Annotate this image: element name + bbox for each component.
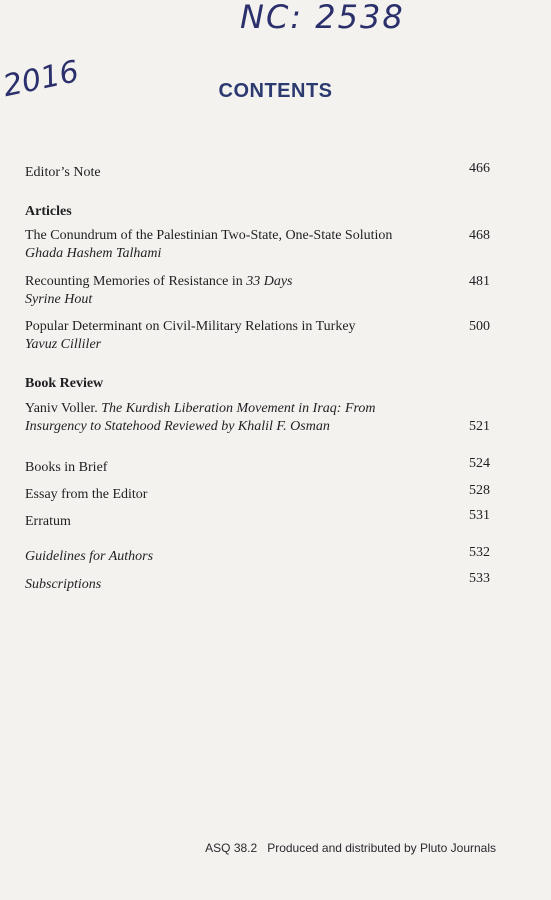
handwritten-catalog-number: NC: 2538: [240, 0, 405, 36]
handwritten-year: 2016: [0, 54, 82, 105]
toc-entry-books-in-brief[interactable]: [25, 456, 490, 477]
toc-entry-article-3[interactable]: [25, 318, 490, 354]
toc-entry-page: 521: [469, 419, 490, 434]
toc-entry-title: Essay from the Editor: [25, 487, 148, 502]
publisher-credit: Produced and distributed by Pluto Journals: [267, 841, 496, 855]
toc-entry-title: Books in Brief: [25, 460, 108, 475]
toc-entry-page: 500: [469, 319, 490, 334]
toc-entry-erratum[interactable]: [25, 508, 490, 531]
toc-entry-title: Yaniv Voller. The Kurdish Liberation Movement in Iraq: From: [25, 401, 376, 416]
toc-entry-page: 466: [469, 161, 490, 176]
toc-entry-essay[interactable]: [25, 483, 490, 504]
toc-entry-subscriptions[interactable]: [25, 571, 490, 594]
section-heading-book-review: Book Review: [25, 376, 104, 391]
toc-entry-page: 481: [469, 274, 490, 289]
toc-entry-title-line-2: Insurgency to Statehood Reviewed by Khalil F. Osman: [25, 419, 330, 434]
toc-entry-title: Popular Determinant on Civil-Military Relations in Turkey: [25, 319, 356, 334]
toc-entry-page: 528: [469, 483, 490, 498]
toc-entry-page: 533: [469, 571, 490, 586]
toc-entry-author: Yavuz Cilliler: [25, 337, 102, 352]
toc-entry-title: Subscriptions: [25, 577, 102, 592]
page-footer: [0, 841, 496, 855]
toc-entry-book-review[interactable]: [25, 400, 490, 436]
page-title: CONTENTS: [218, 80, 333, 102]
toc-entry-author: Ghada Hashem Talhami: [25, 246, 162, 261]
toc-entry-page: 531: [469, 508, 490, 523]
toc-entry-page: 532: [469, 545, 490, 560]
toc-entry-page: 468: [469, 228, 490, 243]
toc-entry-article-2[interactable]: [25, 273, 490, 309]
toc-entry-title: Guidelines for Authors: [25, 549, 154, 564]
toc-entry-guidelines[interactable]: [25, 545, 490, 566]
toc-entry-editors-note[interactable]: [25, 161, 490, 182]
toc-entry-author: Syrine Hout: [25, 292, 93, 307]
toc-entry-title: Recounting Memories of Resistance in 33 Days: [25, 274, 293, 289]
toc-entry-title-italic: 33 Days: [246, 274, 293, 289]
toc-entry-title: The Conundrum of the Palestinian Two-State, One-State Solution: [25, 228, 393, 243]
toc-entry-page: 524: [469, 456, 490, 471]
toc-entry-article-1[interactable]: [25, 227, 490, 263]
section-heading-articles: Articles: [25, 204, 72, 219]
journal-issue: ASQ 38.2: [205, 841, 258, 855]
toc-entry-title: Editor’s Note: [25, 165, 101, 180]
toc-entry-title: Erratum: [25, 514, 71, 529]
